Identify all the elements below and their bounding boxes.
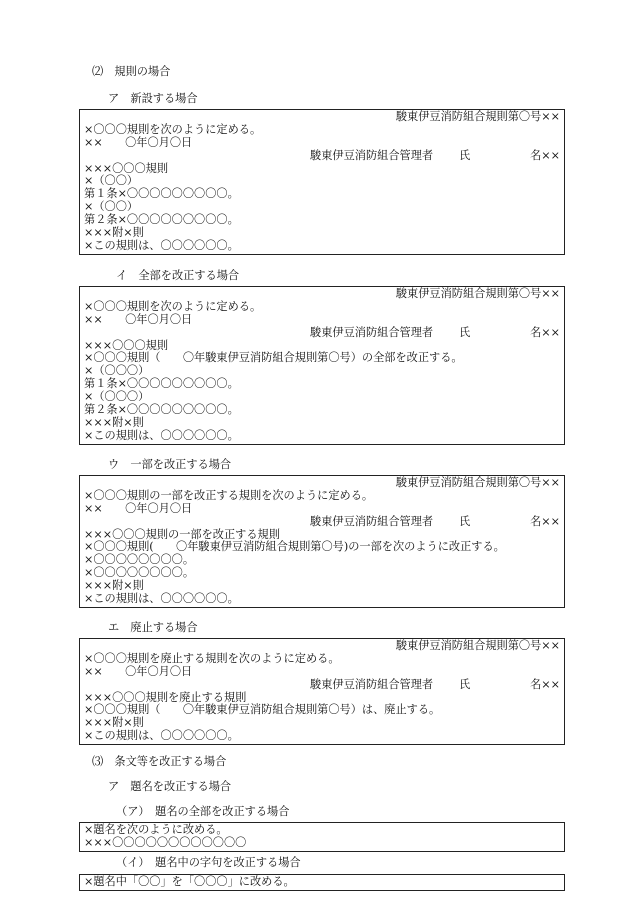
box-text-line: ×× 〇年〇月〇日 xyxy=(84,312,193,326)
section-heading-2: ⑵ 規則の場合 xyxy=(92,65,171,78)
manager-signature-a: 駿東伊豆消防組合管理者 xyxy=(310,677,434,691)
rule-number-line: 駿東伊豆消防組合規則第〇号×× xyxy=(395,110,560,123)
box-text-line: ×この規則は、〇〇〇〇〇〇。 xyxy=(84,428,239,442)
box-text-line: 第２条×〇〇〇〇〇〇〇〇〇。 xyxy=(84,403,239,417)
box-text-line: ×××附×則 xyxy=(84,579,144,593)
example-box-title-full xyxy=(79,822,565,852)
box-text-line: ×（〇〇） xyxy=(84,200,139,214)
example-box-u xyxy=(79,475,565,608)
box-text-line: ×〇〇〇〇〇〇〇〇。 xyxy=(84,566,195,580)
manager-signature-c: 名×× xyxy=(530,325,560,339)
box-text-line: ×××附×則 xyxy=(84,716,144,730)
manager-signature-b: 氏 xyxy=(459,514,471,528)
box-text-line: ×××〇〇〇〇〇〇〇〇〇〇〇〇 xyxy=(84,835,247,849)
section-heading-3: ⑶ 条文等を改正する場合 xyxy=(92,755,227,768)
subsection-heading-e: エ 廃止する場合 xyxy=(108,621,198,634)
box-text-line: ×〇〇〇規則を廃止する規則を次のように定める。 xyxy=(84,651,340,665)
box-text-line: 第１条×〇〇〇〇〇〇〇〇〇。 xyxy=(84,187,239,201)
box-text-line: ×× 〇年〇月〇日 xyxy=(84,664,193,678)
manager-signature-line xyxy=(84,327,560,340)
box-text-line: ×〇〇〇〇〇〇〇〇。 xyxy=(84,553,195,567)
manager-signature-line xyxy=(84,150,560,163)
box-text-line: ×この規則は、〇〇〇〇〇〇。 xyxy=(84,238,239,252)
box-text-line: ×題名中「〇〇」を「〇〇〇」に改める。 xyxy=(84,875,295,888)
subsection-heading-a: ア 新設する場合 xyxy=(108,92,198,105)
manager-signature-a: 駿東伊豆消防組合管理者 xyxy=(310,514,434,528)
example-box-e xyxy=(79,638,565,745)
example-box-title-phrase xyxy=(79,874,565,891)
rule-number-line: 駿東伊豆消防組合規則第〇号×× xyxy=(395,476,560,489)
box-text-line: ×〇〇〇規則の一部を改正する規則を次のように定める。 xyxy=(84,488,374,502)
box-text-line: ×題名を次のように改める。 xyxy=(84,823,228,836)
manager-signature-b: 氏 xyxy=(459,325,471,339)
box-text-line: ×〇〇〇規則（ 〇年駿東伊豆消防組合規則第〇号）の全部を改正する。 xyxy=(84,351,463,365)
box-text-line: ×（〇〇〇） xyxy=(84,364,150,378)
box-text-line: ×この規則は、〇〇〇〇〇〇。 xyxy=(84,729,239,743)
subsection-heading-u: ウ 一部を改正する場合 xyxy=(108,458,232,471)
box-text-line: ×〇〇〇規則( 〇年駿東伊豆消防組合規則第〇号)の一部を次のように改正する。 xyxy=(84,540,505,554)
sub-heading-title-phrase: （イ） 題名中の字句を改正する場合 xyxy=(116,856,301,869)
box-text-line: ×× 〇年〇月〇日 xyxy=(84,135,193,149)
box-text-line: ×××〇〇〇規則を廃止する規則 xyxy=(84,690,247,704)
manager-signature-line xyxy=(84,679,560,692)
box-text-line: 第１条×〇〇〇〇〇〇〇〇〇。 xyxy=(84,377,239,391)
box-text-line: 第２条×〇〇〇〇〇〇〇〇〇。 xyxy=(84,213,239,227)
example-box-i xyxy=(79,286,565,445)
manager-signature-c: 名×× xyxy=(530,677,560,691)
box-text-line: ×××附×則 xyxy=(84,415,144,429)
box-text-line: ×××附×則 xyxy=(84,226,144,240)
manager-signature-a: 駿東伊豆消防組合管理者 xyxy=(310,148,434,162)
manager-signature-c: 名×× xyxy=(530,514,560,528)
manager-signature-b: 氏 xyxy=(459,677,471,691)
box-text-line: ×〇〇〇規則（ 〇年駿東伊豆消防組合規則第〇号）は、廃止する。 xyxy=(84,703,441,717)
box-text-line: ×〇〇〇規則を次のように定める。 xyxy=(84,122,262,136)
box-text-line: ×この規則は、〇〇〇〇〇〇。 xyxy=(84,592,239,606)
sub-heading-full-title: （ア） 題名の全部を改正する場合 xyxy=(116,805,290,818)
manager-signature-c: 名×× xyxy=(530,148,560,162)
manager-signature-b: 氏 xyxy=(459,148,471,162)
box-text-line: ×（〇〇〇） xyxy=(84,390,150,404)
example-box-a xyxy=(79,109,565,255)
box-text-line: ×××〇〇〇規則 xyxy=(84,161,169,175)
manager-signature-a: 駿東伊豆消防組合管理者 xyxy=(310,325,434,339)
box-text-line: ×〇〇〇規則を次のように定める。 xyxy=(84,299,262,313)
subsection-heading-i: イ 全部を改正する場合 xyxy=(116,269,240,282)
manager-signature-line xyxy=(84,516,560,529)
box-text-line: ×××〇〇〇規則 xyxy=(84,338,169,352)
title-amend-heading: ア 題名を改正する場合 xyxy=(108,780,232,793)
rule-number-line: 駿東伊豆消防組合規則第〇号×× xyxy=(395,639,560,652)
box-text-line: ×× 〇年〇月〇日 xyxy=(84,501,193,515)
rule-number-line: 駿東伊豆消防組合規則第〇号×× xyxy=(395,287,560,300)
box-text-line: ×××〇〇〇規則の一部を改正する規則 xyxy=(84,527,280,541)
box-text-line: ×（〇〇） xyxy=(84,174,139,188)
